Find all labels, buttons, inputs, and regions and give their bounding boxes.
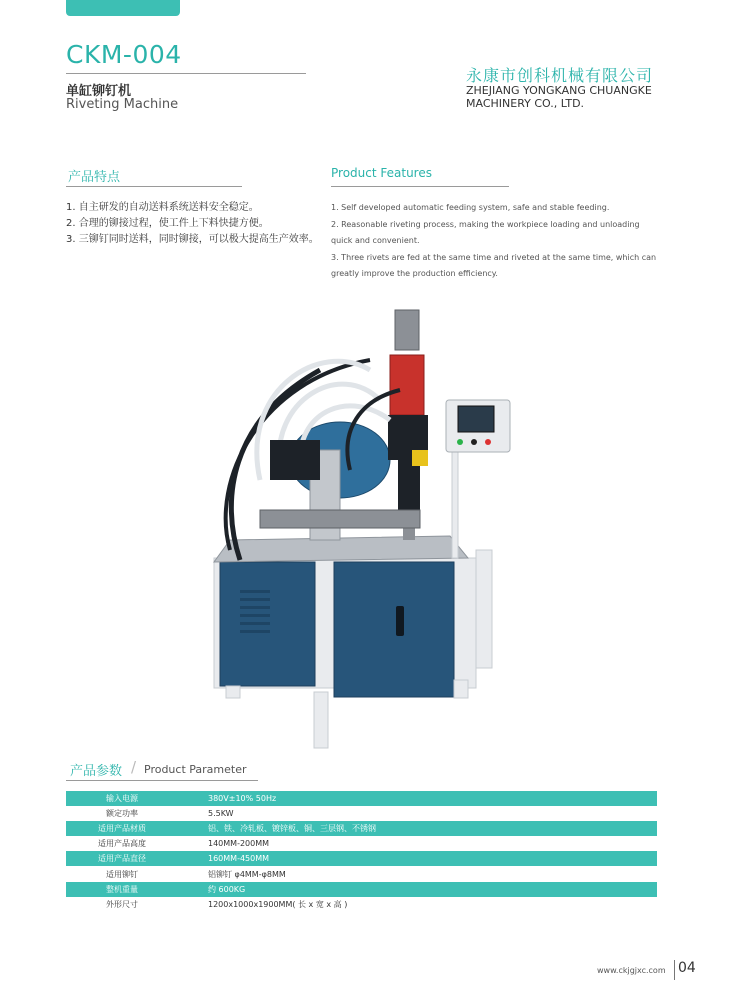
feature-item-en: 2. Reasonable riveting process, making the workpiece loading and unloading quick and convenient. [331,219,640,245]
features-list-cn [66,200,319,248]
company-name-en-line1: ZHEJIANG YONGKANG CHUANGKE [466,84,652,97]
company-name-cn: 永康市创科机械有限公司 [466,66,654,85]
footer-divider [674,960,675,980]
table-row [66,806,657,821]
table-row [66,836,657,851]
table-row [66,866,657,881]
machine-photo [200,300,540,750]
table-row [66,897,657,912]
params-title-en: Product Parameter [144,763,247,776]
param-key: 适用产品直径 [98,854,146,864]
feature-item-cn: 3. 三铆钉同时送料，同时铆接，可以极大提高生产效率。 [66,234,319,245]
param-value: 160MM-450MM [208,854,270,864]
params-divider [66,780,258,781]
feature-item-cn: 1. 自主研发的自动送料系统送料安全稳定。 [66,202,259,213]
param-value: 1200x1000x1900MM( 长 x 宽 x 高 ) [208,899,348,909]
param-key: 额定功率 [106,809,138,819]
param-value: 约 600KG [208,884,246,894]
features-title-en: Product Features [331,166,432,180]
param-key: 适用铆钉 [106,869,138,879]
param-value: 380V±10% 50Hz [208,794,277,804]
param-key: 整机重量 [106,884,138,894]
model-number: CKM-004 [66,40,182,69]
features-cn-divider [66,186,242,187]
param-key: 输入电源 [106,794,138,804]
param-value: 铝、铁、冷轧板、镀锌板、铜、三层钢、不锈钢 [208,824,376,834]
features-list-en [331,200,659,283]
param-value: 铝铆钉 φ4MM-φ8MM [208,869,286,879]
features-en-divider [331,186,509,187]
feature-item-en: 1. Self developed automatic feeding system, safe and stable feeding. [331,203,610,212]
header-tab-accent [66,0,180,16]
param-key: 适用产品材质 [98,824,146,834]
product-name-cn: 单缸铆钉机 [66,84,132,99]
feature-item-en: 3. Three rivets are fed at the same time and riveted at the same time, which can greatly improve the production efficiency. [331,252,657,278]
product-name-en: Riveting Machine [66,97,179,112]
params-table [66,791,657,912]
table-row [66,821,657,836]
page-number: 04 [678,960,696,976]
feature-item-cn: 2. 合理的铆接过程，使工件上下料快捷方便。 [66,218,269,229]
param-key: 外形尺寸 [106,899,138,909]
param-value: 5.5KW [208,809,234,819]
model-divider [66,73,306,74]
table-row [66,882,657,897]
table-row [66,851,657,866]
param-key: 适用产品高度 [98,839,146,849]
table-row [66,791,657,806]
company-name-en-line2: MACHINERY CO., LTD. [466,97,585,110]
footer-url: www.ckjgjxc.com [597,966,666,975]
features-title-cn: 产品特点 [68,170,121,185]
params-title-cn: 产品参数 [70,764,123,779]
params-title-separator: / [131,758,137,776]
param-value: 140MM-200MM [208,839,270,849]
